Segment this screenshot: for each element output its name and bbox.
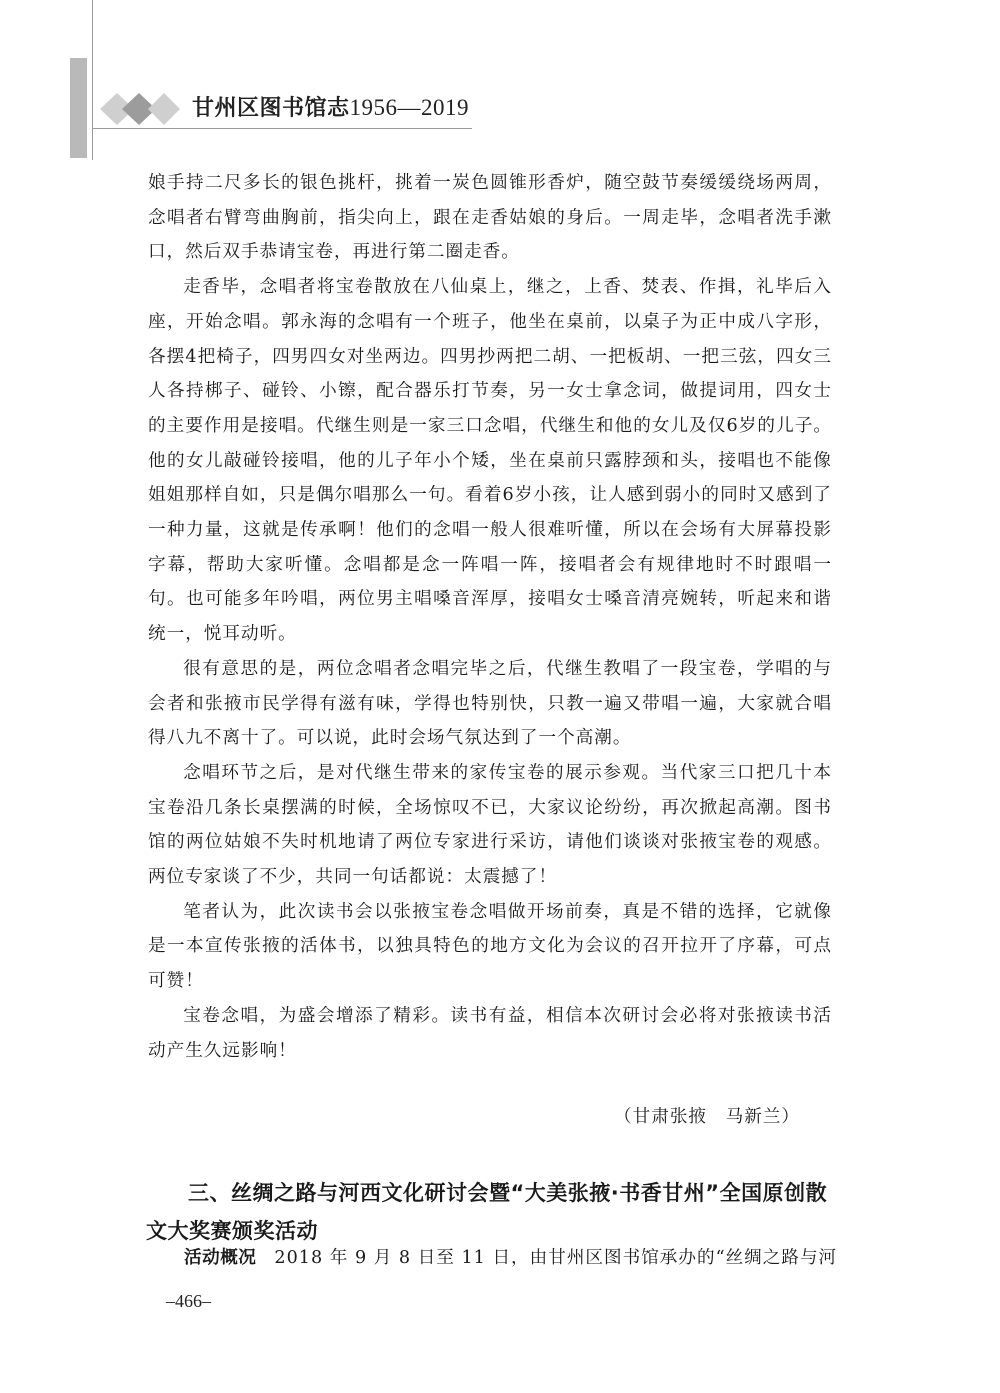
running-header-title: 甘州区图书馆志: [192, 95, 350, 121]
overview-text: 2018 年 9 月 8 日至 11 日，由甘州区图书馆承办的“丝绸之路与河: [274, 1248, 838, 1268]
section-heading-text: 三、丝绸之路与河西文化研讨会暨“大美张掖·书香甘州”全国原创散文大奖赛颁奖活动: [146, 1181, 828, 1243]
paragraph: 很有意思的是，两位念唱者念唱完毕之后，代继生教唱了一段宝卷，学唱的与会者和张掖市民学得有滋有味，学得也特别快，只教一遍又带唱一遍，大家就合唱得八九不离十了。可以说，此时会场气氛达到了一个高潮。: [148, 658, 832, 749]
paragraph: 走香毕，念唱者将宝卷散放在八仙桌上，继之，上香、焚表、作揖，礼毕后入座，开始念唱。郭永海的念唱有一个班子，他坐在桌前，以桌子为正中成八字形，各摆4把椅子，四男四女对坐两边。四男抄两把二胡、一把板胡、一把三弦，四女三人各持梆子、碰铃、小镲，配合器乐打节奏，另一女士拿念词，做提词用，四女士的主要作用是接唱。代继生则是一家三口念唱，代继生和他的女儿及仅6岁的儿子。他的女儿敲碰铃接唱，他的儿子年小个矮，坐在桌前只露脖颈和头，接唱也不能像姐姐那样自如，只是偶尔唱那么一句。看着6岁小孩，让人感到弱小的同时又感到了一种力量，这就是传承啊！他们的念唱一般人很难听懂，所以在会场有大屏幕投影字幕，帮助大家听懂。念唱都是念一阵唱一阵，接唱者会有规律地时不时跟唱一句。也可能多年吟唱，两位男主唱嗓音浑厚，接唱女士嗓音清亮婉转，听起来和谐统一，悦耳动听。: [148, 277, 832, 645]
page-number: –466–: [166, 1291, 211, 1311]
margin-rule-vertical: [92, 0, 93, 160]
body-text: [148, 166, 832, 1068]
section-heading: [146, 1174, 836, 1250]
paragraph: 宝卷念唱，为盛会增添了精彩。读书有益，相信本次研讨会必将对张掖读书活动产生久远影响！: [148, 1005, 832, 1061]
running-header-years: 1956—2019: [349, 95, 470, 120]
header-rule: [92, 128, 472, 129]
diamond-ornament-icon: [100, 92, 190, 126]
author-signature: （甘肃张掖 马新兰）: [614, 1107, 800, 1127]
overview-line: [148, 1244, 838, 1269]
paragraph: 念唱环节之后，是对代继生带来的家传宝卷的展示参观。当代家三口把几十本宝卷沿几条长桌摆满的时候，全场惊叹不已，大家议论纷纷，再次掀起高潮。图书馆的两位姑娘不失时机地请了两位专家进行采访，请他们谈谈对张掖宝卷的观感。两位专家谈了不少，共同一句话都说：太震撼了！: [148, 762, 832, 888]
paragraph: 笔者认为，此次读书会以张掖宝卷念唱做开场前奏，真是不错的选择，它就像是一本宣传张掖的活体书，以独具特色的地方文化为会议的召开拉开了序幕，可点可赞！: [148, 901, 832, 992]
paragraph: 娘手持二尺多长的银色挑杆，挑着一炭色圆锥形香炉，随空鼓节奏缓缓绕场两周，念唱者右臂弯曲胸前，指尖向上，跟在走香姑娘的身后。一周走毕，念唱者洗手漱口，然后双手恭请宝卷，再进行第二圈走香。: [148, 173, 832, 263]
header-accent-bar: [70, 58, 87, 158]
overview-label: 活动概况: [184, 1248, 257, 1268]
running-header: [192, 91, 469, 122]
